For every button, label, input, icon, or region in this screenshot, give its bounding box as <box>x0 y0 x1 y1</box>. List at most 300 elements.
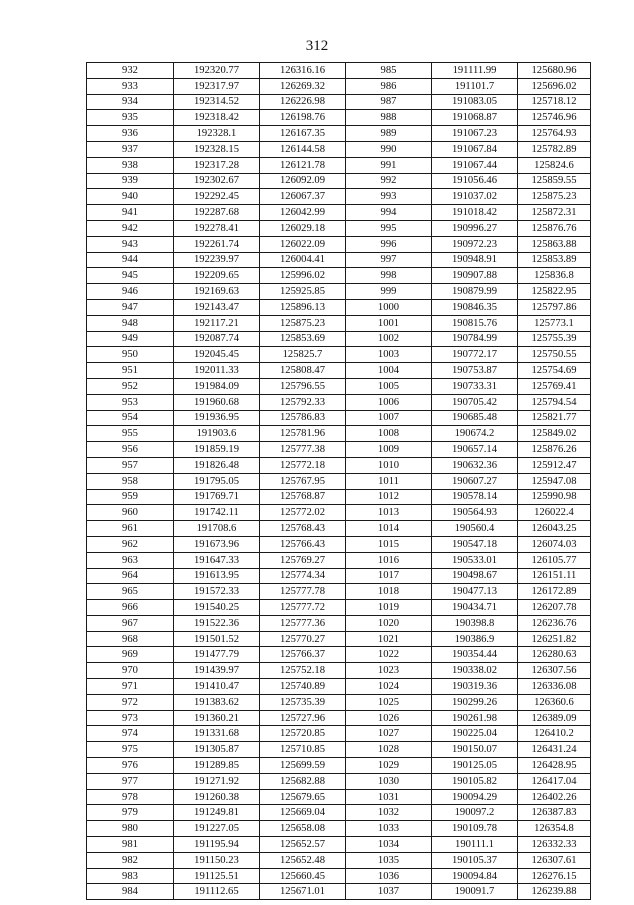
y-coordinate-left: 125669.04 <box>260 805 346 821</box>
y-coordinate-left: 125660.45 <box>260 868 346 884</box>
x-coordinate-left: 191227.05 <box>174 821 260 837</box>
y-coordinate-right: 126105.77 <box>518 552 591 568</box>
x-coordinate-left: 191439.97 <box>174 663 260 679</box>
point-number-right: 1024 <box>346 679 432 695</box>
x-coordinate-left: 191742.11 <box>174 505 260 521</box>
point-number-right: 1032 <box>346 805 432 821</box>
table-row <box>87 394 591 410</box>
y-coordinate-left: 125735.39 <box>260 694 346 710</box>
point-number-right: 1027 <box>346 726 432 742</box>
point-number-right: 986 <box>346 78 432 94</box>
x-coordinate-right: 191056.46 <box>432 173 518 189</box>
x-coordinate-right: 190319.36 <box>432 679 518 695</box>
x-coordinate-right: 190846.35 <box>432 299 518 315</box>
y-coordinate-left: 125767.95 <box>260 473 346 489</box>
point-number-right: 1026 <box>346 710 432 726</box>
point-number-right: 1025 <box>346 694 432 710</box>
table-row <box>87 505 591 521</box>
y-coordinate-left: 125710.85 <box>260 742 346 758</box>
x-coordinate-right: 190097.2 <box>432 805 518 821</box>
y-coordinate-left: 126029.18 <box>260 220 346 236</box>
point-number-right: 1007 <box>346 410 432 426</box>
x-coordinate-right: 191037.02 <box>432 189 518 205</box>
y-coordinate-left: 125699.59 <box>260 758 346 774</box>
y-coordinate-right: 125875.23 <box>518 189 591 205</box>
point-number-left: 941 <box>87 205 174 221</box>
table-row <box>87 536 591 552</box>
point-number-left: 948 <box>87 315 174 331</box>
point-number-right: 1014 <box>346 521 432 537</box>
table-row <box>87 426 591 442</box>
y-coordinate-left: 125777.72 <box>260 600 346 616</box>
point-number-right: 1017 <box>346 568 432 584</box>
table-row <box>87 189 591 205</box>
x-coordinate-left: 191249.81 <box>174 805 260 821</box>
table-row <box>87 347 591 363</box>
point-number-left: 971 <box>87 679 174 695</box>
x-coordinate-left: 192328.1 <box>174 126 260 142</box>
x-coordinate-right: 190261.98 <box>432 710 518 726</box>
point-number-right: 1003 <box>346 347 432 363</box>
table-row <box>87 126 591 142</box>
point-number-left: 950 <box>87 347 174 363</box>
x-coordinate-left: 191360.21 <box>174 710 260 726</box>
table-row <box>87 299 591 315</box>
x-coordinate-right: 190733.31 <box>432 378 518 394</box>
point-number-right: 997 <box>346 252 432 268</box>
y-coordinate-left: 126067.37 <box>260 189 346 205</box>
y-coordinate-right: 125859.55 <box>518 173 591 189</box>
y-coordinate-right: 125912.47 <box>518 457 591 473</box>
x-coordinate-left: 191260.38 <box>174 789 260 805</box>
point-number-left: 980 <box>87 821 174 837</box>
point-number-right: 1002 <box>346 331 432 347</box>
table-row <box>87 710 591 726</box>
y-coordinate-left: 125786.83 <box>260 410 346 426</box>
x-coordinate-right: 190815.76 <box>432 315 518 331</box>
x-coordinate-right: 190386.9 <box>432 631 518 647</box>
y-coordinate-right: 125680.96 <box>518 63 591 79</box>
x-coordinate-left: 191708.6 <box>174 521 260 537</box>
y-coordinate-right: 125794.54 <box>518 394 591 410</box>
y-coordinate-left: 125769.27 <box>260 552 346 568</box>
y-coordinate-left: 125727.96 <box>260 710 346 726</box>
x-coordinate-right: 190498.67 <box>432 568 518 584</box>
coordinates-table <box>86 62 591 900</box>
point-number-left: 976 <box>87 758 174 774</box>
point-number-left: 968 <box>87 631 174 647</box>
y-coordinate-right: 126022.4 <box>518 505 591 521</box>
x-coordinate-left: 192278.41 <box>174 220 260 236</box>
x-coordinate-left: 191305.87 <box>174 742 260 758</box>
point-number-right: 985 <box>346 63 432 79</box>
y-coordinate-right: 125754.69 <box>518 363 591 379</box>
table-row <box>87 552 591 568</box>
table-row <box>87 63 591 79</box>
y-coordinate-left: 126144.58 <box>260 141 346 157</box>
x-coordinate-left: 192317.97 <box>174 78 260 94</box>
point-number-right: 1028 <box>346 742 432 758</box>
table-row <box>87 442 591 458</box>
point-number-left: 973 <box>87 710 174 726</box>
table-row <box>87 647 591 663</box>
x-coordinate-right: 190948.91 <box>432 252 518 268</box>
point-number-right: 1009 <box>346 442 432 458</box>
point-number-right: 1015 <box>346 536 432 552</box>
point-number-right: 999 <box>346 284 432 300</box>
point-number-left: 932 <box>87 63 174 79</box>
y-coordinate-left: 126316.16 <box>260 63 346 79</box>
point-number-left: 961 <box>87 521 174 537</box>
point-number-right: 1034 <box>346 837 432 853</box>
point-number-left: 957 <box>87 457 174 473</box>
point-number-right: 1008 <box>346 426 432 442</box>
y-coordinate-right: 126207.78 <box>518 600 591 616</box>
x-coordinate-right: 190674.2 <box>432 426 518 442</box>
y-coordinate-left: 125996.02 <box>260 268 346 284</box>
x-coordinate-right: 190632.36 <box>432 457 518 473</box>
point-number-left: 975 <box>87 742 174 758</box>
y-coordinate-right: 125773.1 <box>518 315 591 331</box>
y-coordinate-left: 125766.43 <box>260 536 346 552</box>
y-coordinate-left: 125752.18 <box>260 663 346 679</box>
point-number-right: 1011 <box>346 473 432 489</box>
y-coordinate-left: 126269.32 <box>260 78 346 94</box>
x-coordinate-left: 192302.67 <box>174 173 260 189</box>
page-number: 312 <box>305 38 329 54</box>
x-coordinate-right: 190657.14 <box>432 442 518 458</box>
x-coordinate-right: 191083.05 <box>432 94 518 110</box>
y-coordinate-right: 125836.8 <box>518 268 591 284</box>
point-number-left: 934 <box>87 94 174 110</box>
y-coordinate-right: 126387.83 <box>518 805 591 821</box>
y-coordinate-left: 125671.01 <box>260 884 346 900</box>
y-coordinate-left: 125777.38 <box>260 442 346 458</box>
y-coordinate-left: 125652.57 <box>260 837 346 853</box>
x-coordinate-left: 191984.09 <box>174 378 260 394</box>
y-coordinate-right: 125853.89 <box>518 252 591 268</box>
y-coordinate-right: 126360.6 <box>518 694 591 710</box>
point-number-right: 994 <box>346 205 432 221</box>
x-coordinate-left: 191289.85 <box>174 758 260 774</box>
point-number-right: 1023 <box>346 663 432 679</box>
x-coordinate-right: 191068.87 <box>432 110 518 126</box>
x-coordinate-right: 190705.42 <box>432 394 518 410</box>
y-coordinate-left: 125796.55 <box>260 378 346 394</box>
y-coordinate-right: 126428.95 <box>518 758 591 774</box>
x-coordinate-right: 190477.13 <box>432 584 518 600</box>
table-row <box>87 268 591 284</box>
x-coordinate-left: 191150.23 <box>174 852 260 868</box>
x-coordinate-right: 190225.04 <box>432 726 518 742</box>
x-coordinate-left: 191410.47 <box>174 679 260 695</box>
point-number-right: 1016 <box>346 552 432 568</box>
point-number-left: 946 <box>87 284 174 300</box>
point-number-left: 964 <box>87 568 174 584</box>
x-coordinate-left: 191903.6 <box>174 426 260 442</box>
x-coordinate-right: 190564.93 <box>432 505 518 521</box>
x-coordinate-left: 191271.92 <box>174 773 260 789</box>
point-number-right: 1022 <box>346 647 432 663</box>
y-coordinate-right: 126280.63 <box>518 647 591 663</box>
point-number-left: 939 <box>87 173 174 189</box>
point-number-right: 1021 <box>346 631 432 647</box>
x-coordinate-right: 190094.29 <box>432 789 518 805</box>
y-coordinate-left: 125740.89 <box>260 679 346 695</box>
x-coordinate-left: 191125.51 <box>174 868 260 884</box>
point-number-right: 990 <box>346 141 432 157</box>
point-number-right: 988 <box>346 110 432 126</box>
table-row <box>87 805 591 821</box>
y-coordinate-left: 125652.48 <box>260 852 346 868</box>
y-coordinate-right: 125750.55 <box>518 347 591 363</box>
x-coordinate-right: 190338.02 <box>432 663 518 679</box>
table-row <box>87 884 591 900</box>
point-number-right: 1031 <box>346 789 432 805</box>
y-coordinate-left: 125774.34 <box>260 568 346 584</box>
point-number-left: 947 <box>87 299 174 315</box>
y-coordinate-left: 125720.85 <box>260 726 346 742</box>
table-row <box>87 742 591 758</box>
point-number-left: 959 <box>87 489 174 505</box>
y-coordinate-right: 125746.96 <box>518 110 591 126</box>
x-coordinate-left: 192209.65 <box>174 268 260 284</box>
table-row <box>87 615 591 631</box>
point-number-left: 974 <box>87 726 174 742</box>
y-coordinate-right: 125824.6 <box>518 157 591 173</box>
x-coordinate-left: 191572.33 <box>174 584 260 600</box>
y-coordinate-left: 126121.78 <box>260 157 346 173</box>
point-number-left: 938 <box>87 157 174 173</box>
y-coordinate-right: 125876.76 <box>518 220 591 236</box>
table-row <box>87 726 591 742</box>
x-coordinate-left: 192117.21 <box>174 315 260 331</box>
point-number-left: 944 <box>87 252 174 268</box>
y-coordinate-right: 126417.04 <box>518 773 591 789</box>
table-row <box>87 78 591 94</box>
table-row <box>87 584 591 600</box>
x-coordinate-right: 190996.27 <box>432 220 518 236</box>
y-coordinate-left: 125658.08 <box>260 821 346 837</box>
x-coordinate-left: 192292.45 <box>174 189 260 205</box>
y-coordinate-left: 125768.87 <box>260 489 346 505</box>
point-number-right: 1033 <box>346 821 432 837</box>
table-row <box>87 410 591 426</box>
x-coordinate-left: 192328.15 <box>174 141 260 157</box>
table-row <box>87 694 591 710</box>
point-number-left: 979 <box>87 805 174 821</box>
point-number-left: 984 <box>87 884 174 900</box>
point-number-right: 1006 <box>346 394 432 410</box>
table-row <box>87 378 591 394</box>
y-coordinate-right: 125769.41 <box>518 378 591 394</box>
y-coordinate-left: 125781.96 <box>260 426 346 442</box>
x-coordinate-left: 191647.33 <box>174 552 260 568</box>
x-coordinate-left: 191501.52 <box>174 631 260 647</box>
x-coordinate-right: 191018.42 <box>432 205 518 221</box>
y-coordinate-left: 125792.33 <box>260 394 346 410</box>
table-row <box>87 94 591 110</box>
table-row <box>87 821 591 837</box>
table-row <box>87 331 591 347</box>
point-number-right: 1030 <box>346 773 432 789</box>
point-number-left: 982 <box>87 852 174 868</box>
x-coordinate-right: 190685.48 <box>432 410 518 426</box>
table-row <box>87 679 591 695</box>
point-number-left: 940 <box>87 189 174 205</box>
table-row <box>87 110 591 126</box>
point-number-right: 1019 <box>346 600 432 616</box>
y-coordinate-right: 125876.26 <box>518 442 591 458</box>
x-coordinate-left: 192317.28 <box>174 157 260 173</box>
x-coordinate-right: 191101.7 <box>432 78 518 94</box>
table-row <box>87 568 591 584</box>
table-row <box>87 789 591 805</box>
y-coordinate-right: 125782.89 <box>518 141 591 157</box>
point-number-left: 956 <box>87 442 174 458</box>
y-coordinate-left: 125875.23 <box>260 315 346 331</box>
y-coordinate-left: 125808.47 <box>260 363 346 379</box>
table-row <box>87 663 591 679</box>
x-coordinate-left: 191613.95 <box>174 568 260 584</box>
y-coordinate-right: 125755.39 <box>518 331 591 347</box>
y-coordinate-right: 125696.02 <box>518 78 591 94</box>
x-coordinate-left: 192318.42 <box>174 110 260 126</box>
point-number-right: 992 <box>346 173 432 189</box>
point-number-right: 1020 <box>346 615 432 631</box>
point-number-left: 965 <box>87 584 174 600</box>
x-coordinate-right: 190578.14 <box>432 489 518 505</box>
y-coordinate-left: 126226.98 <box>260 94 346 110</box>
point-number-left: 949 <box>87 331 174 347</box>
x-coordinate-left: 192239.97 <box>174 252 260 268</box>
table-row <box>87 457 591 473</box>
point-number-right: 1000 <box>346 299 432 315</box>
point-number-right: 1005 <box>346 378 432 394</box>
y-coordinate-right: 126276.15 <box>518 868 591 884</box>
y-coordinate-right: 126389.09 <box>518 710 591 726</box>
point-number-right: 1035 <box>346 852 432 868</box>
y-coordinate-left: 125777.78 <box>260 584 346 600</box>
point-number-right: 993 <box>346 189 432 205</box>
y-coordinate-left: 125682.88 <box>260 773 346 789</box>
point-number-left: 955 <box>87 426 174 442</box>
coordinates-table-body <box>87 63 591 900</box>
x-coordinate-left: 191112.65 <box>174 884 260 900</box>
table-row <box>87 220 591 236</box>
point-number-right: 1010 <box>346 457 432 473</box>
table-row <box>87 868 591 884</box>
x-coordinate-right: 190972.23 <box>432 236 518 252</box>
x-coordinate-right: 190091.7 <box>432 884 518 900</box>
point-number-left: 962 <box>87 536 174 552</box>
y-coordinate-right: 126236.76 <box>518 615 591 631</box>
y-coordinate-right: 126402.26 <box>518 789 591 805</box>
x-coordinate-right: 190533.01 <box>432 552 518 568</box>
y-coordinate-right: 126307.56 <box>518 663 591 679</box>
point-number-left: 951 <box>87 363 174 379</box>
y-coordinate-right: 125872.31 <box>518 205 591 221</box>
table-row <box>87 157 591 173</box>
table-row <box>87 521 591 537</box>
table-row <box>87 141 591 157</box>
x-coordinate-right: 190547.18 <box>432 536 518 552</box>
y-coordinate-left: 125896.13 <box>260 299 346 315</box>
point-number-right: 991 <box>346 157 432 173</box>
y-coordinate-left: 125679.65 <box>260 789 346 805</box>
x-coordinate-left: 192045.45 <box>174 347 260 363</box>
x-coordinate-right: 190109.78 <box>432 821 518 837</box>
x-coordinate-left: 191477.79 <box>174 647 260 663</box>
x-coordinate-right: 190560.4 <box>432 521 518 537</box>
point-number-left: 945 <box>87 268 174 284</box>
y-coordinate-left: 126022.09 <box>260 236 346 252</box>
point-number-left: 978 <box>87 789 174 805</box>
y-coordinate-left: 126167.35 <box>260 126 346 142</box>
y-coordinate-right: 126151.11 <box>518 568 591 584</box>
y-coordinate-right: 126336.08 <box>518 679 591 695</box>
point-number-left: 977 <box>87 773 174 789</box>
point-number-left: 943 <box>87 236 174 252</box>
x-coordinate-right: 190094.84 <box>432 868 518 884</box>
y-coordinate-right: 126172.89 <box>518 584 591 600</box>
x-coordinate-left: 191769.71 <box>174 489 260 505</box>
point-number-left: 969 <box>87 647 174 663</box>
table-row <box>87 205 591 221</box>
y-coordinate-right: 125718.12 <box>518 94 591 110</box>
y-coordinate-right: 126251.82 <box>518 631 591 647</box>
point-number-left: 963 <box>87 552 174 568</box>
table-row <box>87 600 591 616</box>
y-coordinate-right: 125990.98 <box>518 489 591 505</box>
x-coordinate-right: 190398.8 <box>432 615 518 631</box>
y-coordinate-right: 126074.03 <box>518 536 591 552</box>
x-coordinate-left: 191960.68 <box>174 394 260 410</box>
x-coordinate-right: 190125.05 <box>432 758 518 774</box>
x-coordinate-left: 192011.33 <box>174 363 260 379</box>
x-coordinate-right: 191067.44 <box>432 157 518 173</box>
point-number-right: 1001 <box>346 315 432 331</box>
x-coordinate-right: 190753.87 <box>432 363 518 379</box>
x-coordinate-left: 191673.96 <box>174 536 260 552</box>
point-number-right: 1004 <box>346 363 432 379</box>
x-coordinate-left: 191795.05 <box>174 473 260 489</box>
table-row <box>87 473 591 489</box>
point-number-left: 933 <box>87 78 174 94</box>
point-number-right: 998 <box>346 268 432 284</box>
point-number-left: 942 <box>87 220 174 236</box>
y-coordinate-right: 125764.93 <box>518 126 591 142</box>
y-coordinate-right: 125849.02 <box>518 426 591 442</box>
y-coordinate-right: 126410.2 <box>518 726 591 742</box>
table-row <box>87 363 591 379</box>
x-coordinate-right: 191067.84 <box>432 141 518 157</box>
table-row <box>87 852 591 868</box>
x-coordinate-right: 190105.37 <box>432 852 518 868</box>
point-number-right: 1013 <box>346 505 432 521</box>
point-number-left: 936 <box>87 126 174 142</box>
point-number-left: 937 <box>87 141 174 157</box>
y-coordinate-right: 126239.88 <box>518 884 591 900</box>
x-coordinate-right: 190434.71 <box>432 600 518 616</box>
point-number-right: 987 <box>346 94 432 110</box>
y-coordinate-right: 126307.61 <box>518 852 591 868</box>
table-row <box>87 631 591 647</box>
point-number-left: 952 <box>87 378 174 394</box>
y-coordinate-right: 125822.95 <box>518 284 591 300</box>
x-coordinate-right: 190105.82 <box>432 773 518 789</box>
x-coordinate-left: 192261.74 <box>174 236 260 252</box>
